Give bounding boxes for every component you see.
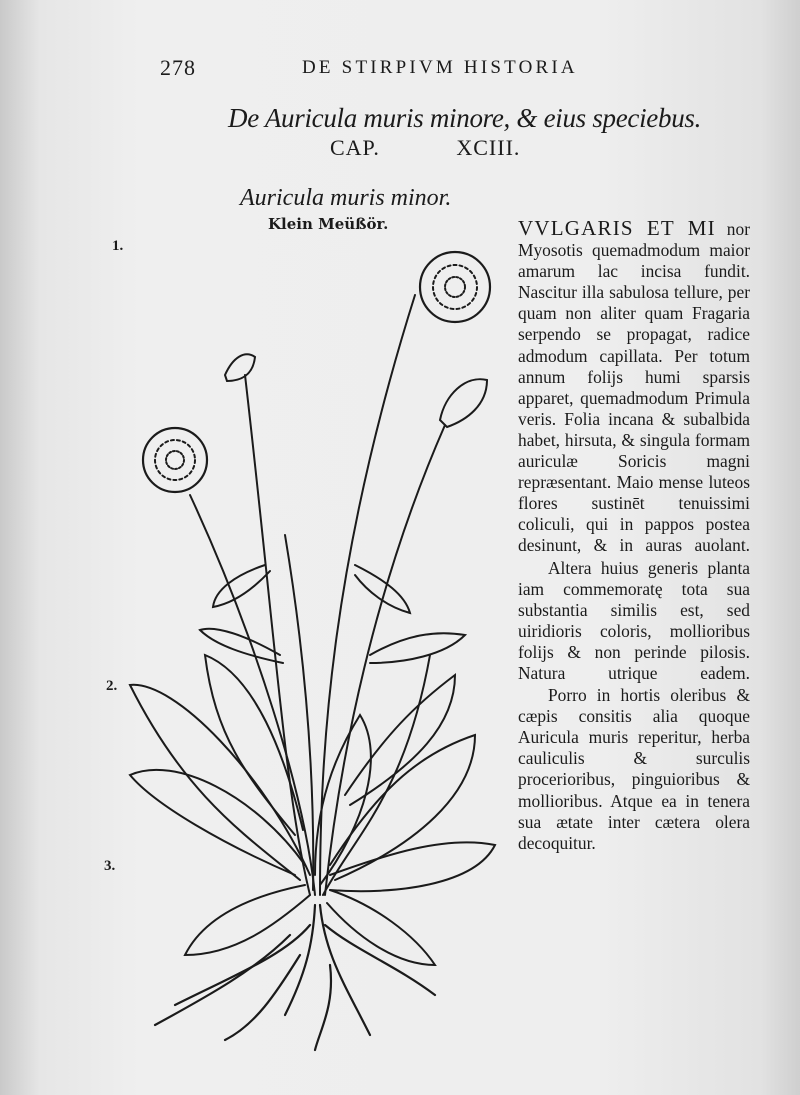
paragraph-1 bbox=[518, 218, 750, 557]
running-head: DE STIRPIVM HISTORIA bbox=[302, 57, 578, 78]
chapter-number: CAP. XCIII. bbox=[330, 135, 521, 160]
paragraph-1-lead: VVLGARIS ET MI bbox=[518, 216, 716, 240]
leaves bbox=[130, 565, 495, 965]
body-text-column bbox=[518, 218, 750, 854]
margin-mark-2: 2. bbox=[106, 678, 118, 694]
margin-mark-3: 3. bbox=[104, 858, 116, 874]
figure-caption-german: Klein Meüßör. bbox=[268, 215, 389, 233]
figure-caption-latin: Auricula muris minor. bbox=[240, 185, 452, 211]
margin-mark-1: 1. bbox=[112, 238, 124, 254]
paragraph-2: Altera huius generis planta iam commemoratę tota sua substantia similis est, sed uiridioris coloris, mollioribus folijs & non perinde pilosis. Natura utrique eadem. bbox=[518, 557, 750, 683]
stems bbox=[190, 295, 445, 895]
page-header bbox=[0, 55, 800, 85]
paragraph-1-text: nor Myosotis quemadmodum maior amarum lac incisa fundit. Nascitur illa sabulosa tellure, per quam non aliter quam Fragaria serpendo se propagat, radice admodum capillata. Per totum annum folijs humi sparsis apparet, quemadmodum Primula veris. Folia incana & subalbida habet, hirsuta, & singula formam auriculæ Soricis magni repræsentant. Maio mense luteos flores sustinēt tenuissimi coliculi, qui in pappos postea desinunt, & in auras auolant. bbox=[518, 219, 750, 556]
roots bbox=[155, 905, 435, 1050]
paragraph-3: Porro in hortis oleribus & cæpis consitis alia quoque Auricula muris reperitur, herba cauliculis & surculis procerioribus, pinguioribus & mollioribus. Atque ea in tenera sua ætate inter cætera olera decoquitur. bbox=[518, 685, 750, 853]
page-number: 278 bbox=[160, 55, 196, 80]
flower-heads bbox=[143, 252, 490, 492]
chapter-title: De Auricula muris minore, & eius speciebus. bbox=[228, 103, 702, 133]
plant-woodcut-illustration bbox=[115, 235, 525, 1055]
